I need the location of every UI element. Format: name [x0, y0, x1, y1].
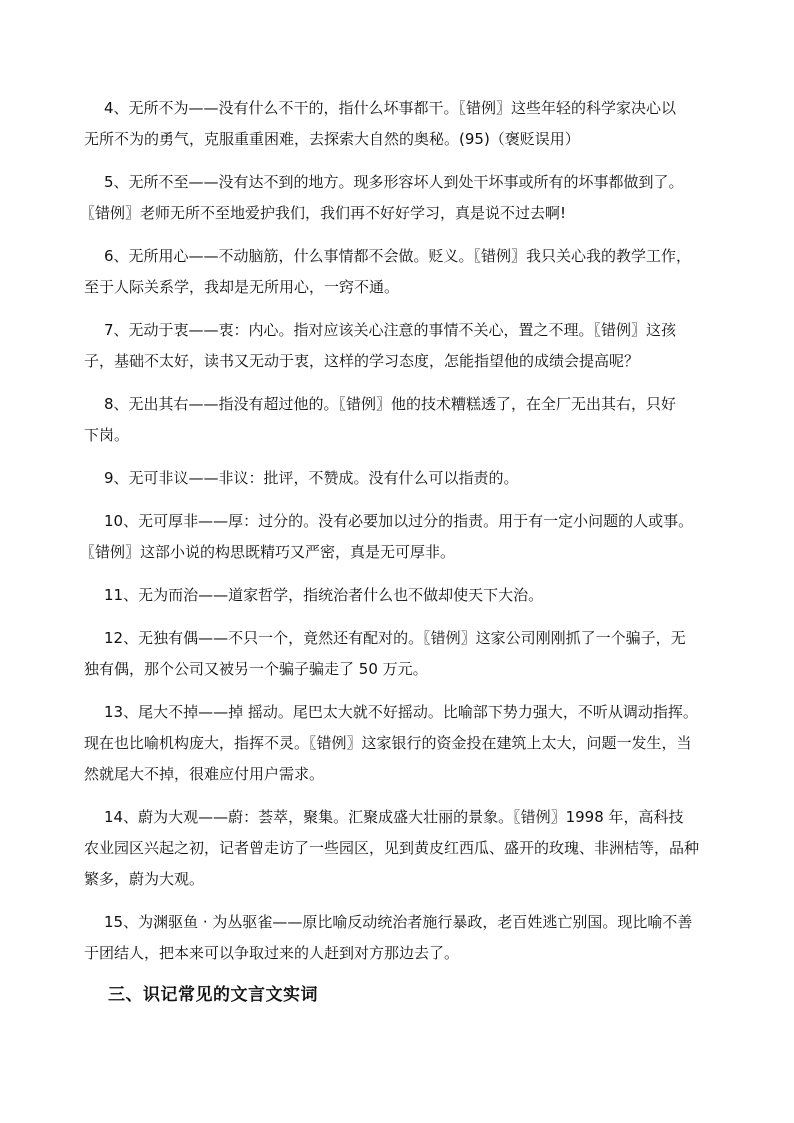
document-body [80, 93, 724, 1009]
entry-line: 现在也比喻机构庞大，指挥不灵。〖错例〗这家银行的资金投在建筑上太大，问题一发生，当 [84, 734, 692, 752]
list-item [80, 167, 724, 229]
entry-line: 13、尾大不掉——掉 摇动。尾巴太大就不好摇动。比喻部下势力强大，不听从调动指挥。 [104, 703, 698, 721]
entry-line: 6、无所用心——不动脑筋，什么事情都不会做。贬义。〖错例〗我只关心我的教学工作， [104, 247, 692, 265]
list-item [104, 463, 724, 494]
entry-line: 14、蔚为大观——蔚：荟萃，聚集。汇聚成盛大壮丽的景象。〖错例〗1998 年，高科技 [104, 808, 684, 826]
list-item [84, 907, 724, 969]
list-item [84, 623, 724, 685]
entry-line: 下岗。 [84, 426, 130, 444]
list-item [84, 315, 724, 377]
list-item [84, 802, 724, 895]
list-item [104, 580, 724, 611]
entry-line: 〖错例〗老师无所不至地爱护我们，我们再不好好学习，真是说不过去啊! [80, 204, 567, 222]
entry-line: 至于人际关系学，我却是无所用心，一窍不通。 [84, 278, 400, 296]
entry-line: 15、为渊驱鱼 · 为丛驱雀——原比喻反动统治者施行暴政，老百姓逃亡别国。现比喻不善 [104, 913, 693, 931]
entry-line: 5、无所不至——没有达不到的地方。现多形容坏人到处干坏事或所有的坏事都做到了。 [104, 173, 684, 191]
entry-line: 无所不为的勇气，克服重重困难，去探索大自然的奥秘。(95)（褒贬误用） [84, 130, 580, 148]
entry-line: 8、无出其右——指没有超过他的。〖错例〗他的技术糟糕透了，在全厂无出其右，只好 [104, 395, 677, 413]
entry-line: 7、无动于衷——衷：内心。指对应该关心注意的事情不关心，置之不理。〖错例〗这孩 [104, 321, 677, 339]
entry-line: 9、无可非议——非议：批评，不赞成。没有什么可以指责的。 [104, 469, 519, 487]
entry-line: 然就尾大不掉，很难应付用户需求。 [84, 765, 325, 783]
entry-line: 独有偶，那个公司又被另一个骗子骗走了 50 万元。 [84, 660, 428, 678]
list-item [80, 506, 724, 568]
list-item [84, 241, 724, 303]
section-heading: 三、识记常见的文言文实词 [108, 985, 318, 1005]
entry-line: 11、无为而治——道家哲学，指统治者什么也不做却使天下大治。 [104, 586, 544, 604]
entry-line: 繁多，蔚为大观。 [84, 870, 205, 888]
entry-line: 于团结人，把本来可以争取过来的人赶到对方那边去了。 [84, 944, 460, 962]
entry-line: 10、无可厚非——厚：过分的。没有必要加以过分的指责。用于有一定小问题的人或事。 [104, 512, 694, 530]
list-item [84, 697, 724, 790]
entry-line: 农业园区兴起之初，记者曾走访了一些园区，见到黄皮红西瓜、盛开的玫瑰、非洲桔等，品种 [84, 839, 700, 857]
list-item [84, 93, 724, 155]
entry-line: 4、无所不为——没有什么不干的，指什么坏事都干。〖错例〗这些年轻的科学家决心以 [104, 99, 677, 117]
entry-line: 12、无独有偶——不只一个，竟然还有配对的。〖错例〗这家公司刚刚抓了一个骗子，无 [104, 629, 686, 647]
entry-line: 〖错例〗这部小说的构思既精巧又严密，真是无可厚非。 [80, 543, 456, 561]
list-item [84, 389, 724, 451]
entry-line: 子，基础不太好，读书又无动于衷，这样的学习态度，怎能指望他的成绩会提高呢？ [84, 352, 640, 370]
